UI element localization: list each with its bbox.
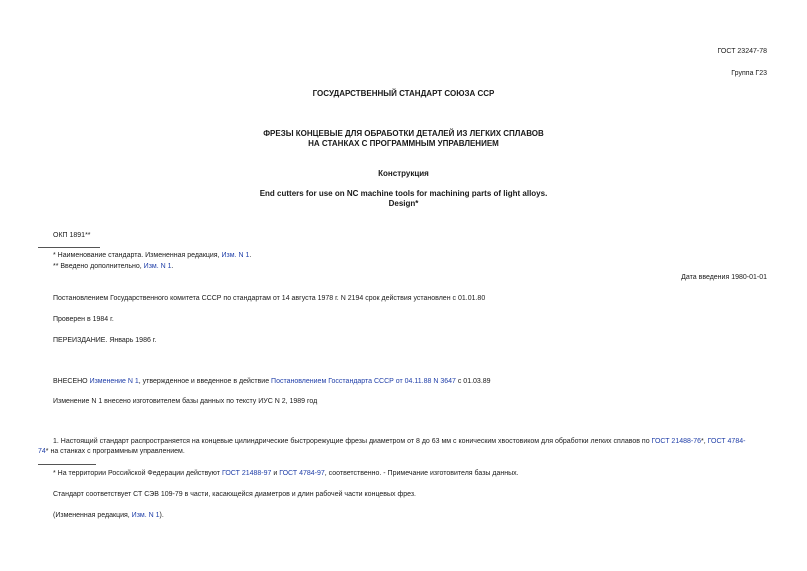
footnote-1-link[interactable]: Изм. N 1 bbox=[221, 252, 250, 259]
intro-date: Дата введения 1980-01-01 bbox=[681, 274, 767, 281]
resolution-link[interactable]: Постановлением Госстандарта СССР от 04.11.88 N 3647 bbox=[271, 378, 456, 385]
footnote-1 bbox=[53, 251, 251, 260]
footnote-1-end: . bbox=[249, 252, 252, 259]
title-ru-line-1: ФРЕЗЫ КОНЦЕВЫЕ ДЛЯ ОБРАБОТКИ ДЕТАЛЕЙ ИЗ ЛЕГКИХ СПЛАВОВ bbox=[263, 129, 544, 138]
footnote-2-text: ** Введено дополнительно, bbox=[53, 263, 144, 270]
gost-4784-74-link-a[interactable]: ГОСТ 4784- bbox=[707, 438, 746, 445]
paragraph-1-end: * на станках с программным управлением. bbox=[45, 448, 185, 455]
footnote-3-and: и bbox=[271, 470, 280, 477]
title-en-line-2: Design* bbox=[388, 199, 419, 208]
footnote-divider bbox=[38, 247, 100, 248]
footnote-3-end: , соответственно. - Примечание изготовителя базы данных. bbox=[324, 470, 519, 477]
footnote-2-end: . bbox=[171, 263, 174, 270]
footnote-3 bbox=[53, 469, 519, 478]
edition-change-link[interactable]: Изм. N 1 bbox=[131, 512, 160, 519]
checked-text: Проверен в 1984 г. bbox=[53, 316, 114, 323]
gost-4784-74-link-b[interactable]: 74 bbox=[38, 448, 46, 455]
gost-4784-97-link[interactable]: ГОСТ 4784-97 bbox=[279, 470, 325, 477]
footnote-1-text: * Наименование стандарта. Измененная редакция, bbox=[53, 252, 222, 259]
title-ru-line-2: НА СТАНКАХ С ПРОГРАММНЫМ УПРАВЛЕНИЕМ bbox=[308, 139, 499, 148]
compliance-text: Стандарт соответствует СТ СЭВ 109-79 в части, касающейся диаметров и длин рабочей части концевых фрез. bbox=[53, 491, 417, 498]
resolution-text: Постановлением Государственного комитета СССР по стандартам от 14 августа 1978 г. N 2194 срок действия установлен с 01.01.80 bbox=[53, 295, 486, 302]
title-en-line-1: End cutters for use on NC machine tools for machining parts of light alloys. bbox=[259, 189, 548, 198]
introduced-prefix: ВНЕСЕНО bbox=[53, 378, 90, 385]
footnote-2 bbox=[53, 262, 173, 271]
change-1-link[interactable]: Изменение N 1 bbox=[89, 378, 139, 385]
gost-21488-76-link[interactable]: ГОСТ 21488-76 bbox=[651, 438, 702, 445]
paragraph-1-line-2 bbox=[38, 447, 185, 456]
introduced-suffix: с 01.03.89 bbox=[455, 378, 491, 385]
introduced-text bbox=[53, 377, 491, 386]
edition-note bbox=[53, 511, 164, 520]
gost-21488-97-link[interactable]: ГОСТ 21488-97 bbox=[221, 470, 272, 477]
paragraph-1-line-1 bbox=[53, 437, 745, 446]
footnote-3-text: * На территории Российской Федерации действуют bbox=[53, 470, 222, 477]
standard-heading: ГОСУДАРСТВЕННЫЙ СТАНДАРТ СОЮЗА ССР bbox=[312, 89, 495, 98]
footnote-2-link[interactable]: Изм. N 1 bbox=[143, 263, 172, 270]
title-subtitle: Конструкция bbox=[378, 169, 429, 178]
paragraph-1-text: 1. Настоящий стандарт распространяется на концевые цилиндрические быстрорежущие фрезы диаметром от 8 до 63 мм с коническим хвостовиком для обработки легких сплавов по bbox=[53, 438, 652, 445]
okp-code: ОКП 1891** bbox=[53, 232, 91, 239]
edition-suffix: ). bbox=[159, 512, 164, 519]
group-code: Группа Г23 bbox=[731, 70, 767, 77]
change-note: Изменение N 1 внесено изготовителем базы данных по тексту ИУС N 2, 1989 год bbox=[53, 398, 318, 405]
document-code: ГОСТ 23247-78 bbox=[717, 48, 767, 55]
footnote-divider-2 bbox=[38, 464, 96, 465]
introduced-middle: , утвержденное и введенное в действие bbox=[138, 378, 272, 385]
edition-prefix: (Измененная редакция, bbox=[53, 512, 132, 519]
paragraph-1-sep: *, bbox=[701, 438, 708, 445]
reissue-text: ПЕРЕИЗДАНИЕ. Январь 1986 г. bbox=[53, 337, 157, 344]
